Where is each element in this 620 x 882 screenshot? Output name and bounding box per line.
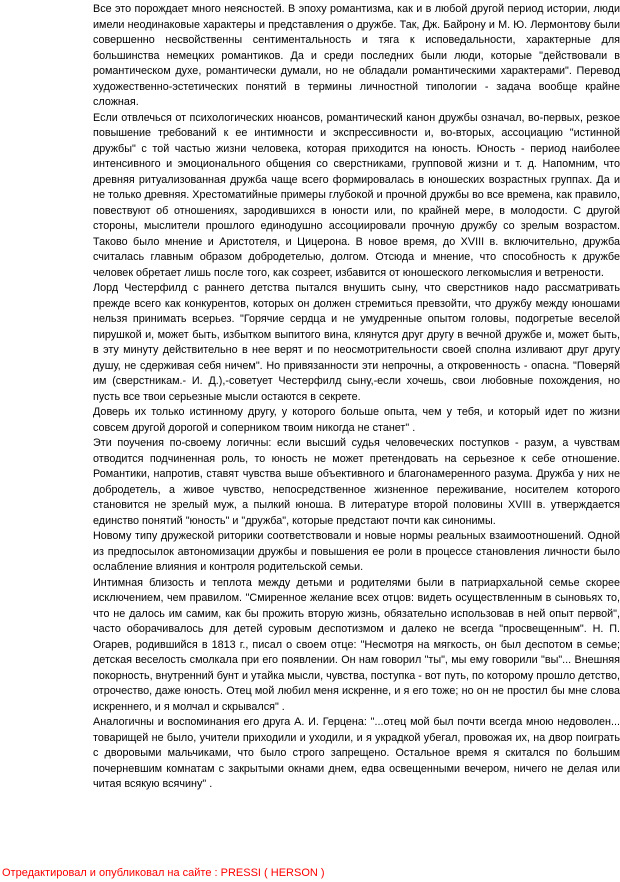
editor-credit-footer: Отредактировал и опубликовал на сайте : PRESSI ( HERSON ) — [2, 867, 325, 879]
paragraph-1: Все это порождает много неясностей. В эпоху романтизма, как и в любой другой период истории, люди имели неодинаковые характеры и представления о дружбе. Так, Дж. Байрону и М. Ю. Лермонтову были совершенно несвойственны сентиментальность и тяга к исповедальности, характерные для большинства немецких романтиков. Да и среди последних были люди, которые "действовали в романтическом духе, романтически думали, но не обладали романтическими характерами". Перевод художественно-эстетических понятий в термины личностной типологии - задача вообще крайне сложная. — [93, 3, 620, 108]
paragraph-3: Лорд Честерфилд с раннего детства пытался внушить сыну, что сверстников надо рассматривать прежде всего как конкурентов, которых он должен стремиться превзойти, что дружбу между юношами нельзя принимать всерьез. "Горячие сердца и не умудренные опытом головы, подогретые веселой пирушкой и, может быть, избытком выпитого вина, клянутся друг другу в вечной дружбе и, может быть, в эту минуту действительно в нее верят и по неосмотрительности своей сполна изливают друг другу душу, не сдерживая себя ничем". Но привязанности эти непрочны, а откровенность - опасна. "Поверяй им (сверстникам.- И. Д.),-советует Честерфилд сыну,-если хочешь, свои любовные похождения, но пусть все твои серьезные мысли остаются в секрете. — [93, 282, 620, 403]
paragraph-8: Аналогичны и воспоминания его друга А. И. Герцена: "...отец мой был почти всегда мною недоволен... товарищей не было, учители приходили и уходили, и я украдкой убегал, провожая их, на двор поиграть с дворовыми мальчиками, что было строго запрещено. Остальное время я скитался по большим почерневшим комнатам с закрытыми окнами днем, едва освещенными вечером, ничего не делая или читая всякую всячину" . — [93, 716, 620, 790]
paragraph-2: Если отвлечься от психологических нюансов, романтический канон дружбы означал, во-первых, резкое повышение требований к ее интимности и экспрессивности и, во-вторых, ассоциацию "истинной дружбы" с той частью жизни человека, которая приходится на юность. Юность - период наиболее интенсивного и эмоционального общения со сверстниками, групповой жизни и т. д. Напомним, что древняя ритуализованная дружба чаще всего формировалась в юношеских возрастных группах. Да и не только древняя. Хрестоматийные примеры глубокой и прочной дружбы во все времена, как правило, повествуют об отношениях, зародившихся в юности или, по крайней мере, в молодости. С другой стороны, мыслители прошлого единодушно ассоциировали прочную дружбу со зрелым возрастом. Таково было мнение и Аристотеля, и Цицерона. В новое время, до XVIII в. включительно, дружба считалась главным образом добродетелью, долгом. Отсюда и мнение, что способность к дружбе человек обретает лишь после того, как созреет, избавится от юношеского легкомыслия и ветрености. — [93, 111, 620, 279]
paragraph-4: Доверь их только истинному другу, у которого больше опыта, чем у тебя, и который идет по жизни совсем другой дорогой и соперником твоим никогда не станет" . — [93, 406, 620, 434]
paragraph-6: Новому типу дружеской риторики соответствовали и новые нормы реальных взаимоотношений. Одной из предпосылок автономизации дружбы и повышения ее роли в процессе становления личности было ослабление влияния и контроля родительской семьи. — [93, 530, 620, 573]
article-body — [93, 2, 620, 793]
paragraph-5: Эти поучения по-своему логичны: если высший судья человеческих поступков - разум, а чувствам отводится подчиненная роль, то юность не может претендовать на серьезное к себе отношение. Романтики, напротив, ставят чувства выше объективного и благонамеренного разума. Дружба у них не добродетель, а живое чувство, непосредственное жизненное переживание, носителем которого становится не зрелый муж, а пылкий юноша. В литературе второй половины XVIII в. утверждается единство понятий "юность" и "дружба", которые предстают почти как синонимы. — [93, 437, 620, 527]
paragraph-7: Интимная близость и теплота между детьми и родителями были в патриархальной семье скорее исключением, чем правилом. "Смиренное желание всех отцов: видеть осуществленным в сыновьях то, что не далось им самим, как бы прожить вторую жизнь, обязательно использовав в ней опыт первой", часто оборачивалось для детей суровым деспотизмом и далеко не всегда "просвещенным". Н. П. Огарев, родившийся в 1813 г., писал о своем отце: "Несмотря на мягкость, он был деспотом в семье; детская веселость смолкала при его появлении. Он нам говорил "ты", мы ему говорили "вы"... Внешняя покорность, внутренний бунт и утайка мысли, чувства, поступка - вот путь, по которому прошло детство, отрочество, даже юность. Отец мой любил меня искренне, и я его тоже; но он не простил бы мне слова искреннего, и я молчал и скрывался" . — [93, 576, 620, 713]
